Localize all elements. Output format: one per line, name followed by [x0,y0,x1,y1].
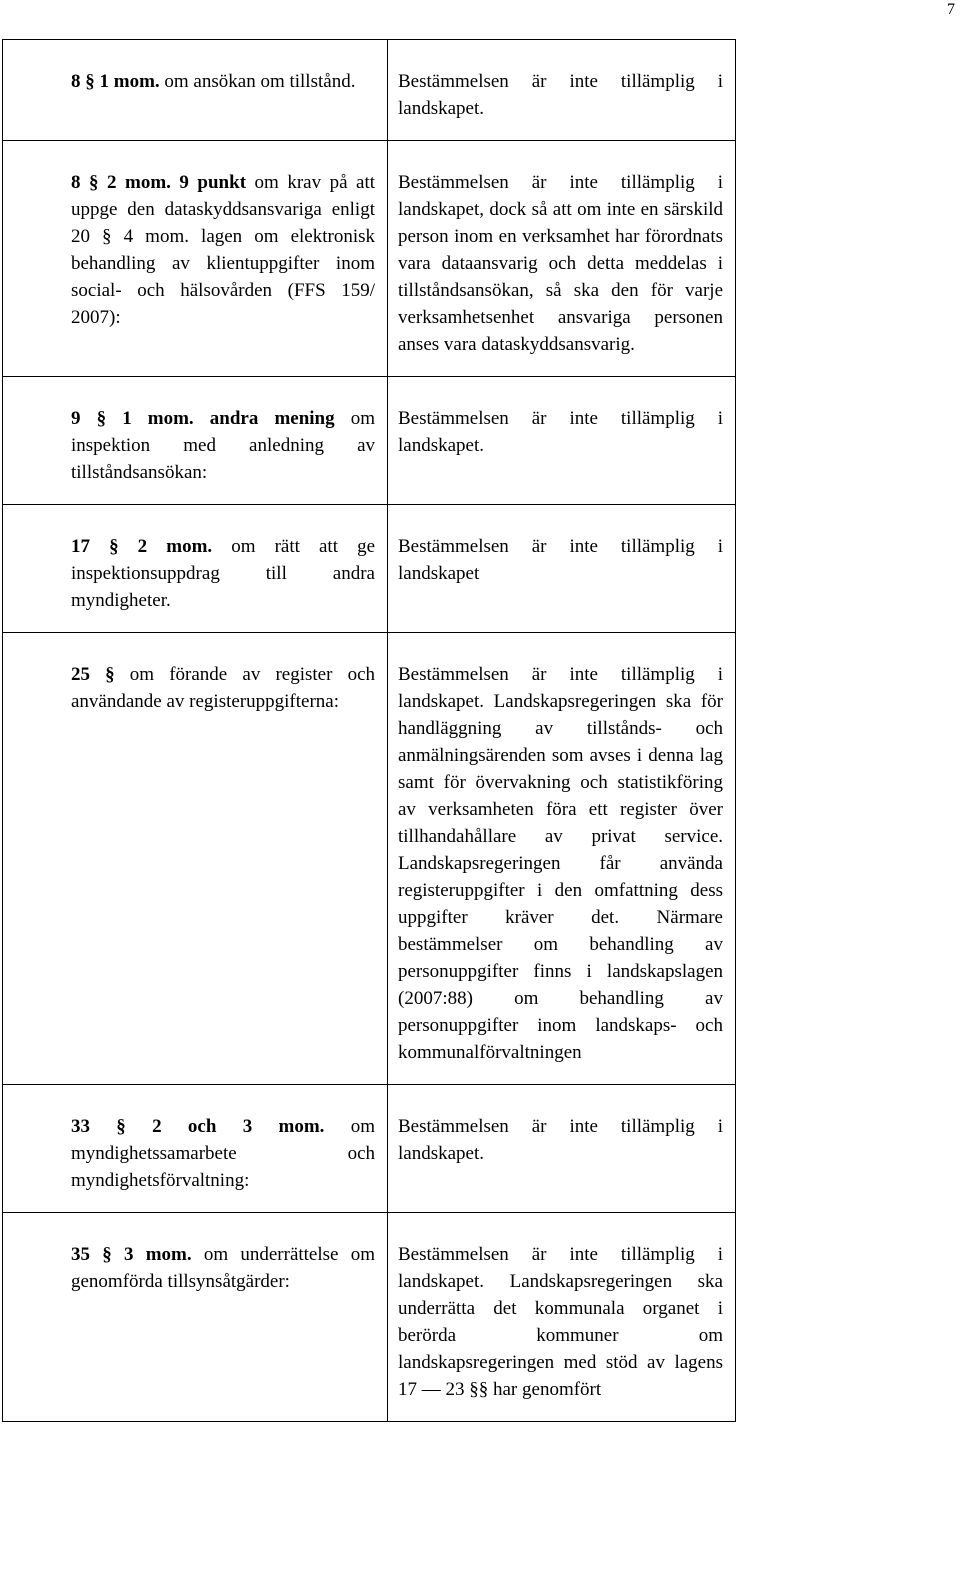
row-number [13,1113,71,1140]
row-number [13,661,71,688]
table-row [3,141,736,377]
page-number: 7 [947,1,955,18]
provision-reference-cell [3,1213,388,1422]
table-row [3,1085,736,1213]
provision-section: 25 § [71,664,115,685]
table-row [3,377,736,505]
provision-reference-cell [3,633,388,1085]
provision-description: om ansökan om tillstånd. [159,71,356,92]
provision-description: om rätt att ge inspektionsuppdrag till andra myndigheter. [71,536,375,611]
provision-section: 17 § 2 mom. [71,536,213,557]
table-row [3,40,736,141]
row-number [13,533,71,560]
provision-description: om krav på att uppge den dataskyddsansvariga enligt 20 § 4 mom. lagen om elektronisk behandling av klientuppgifter inom social- och hälsovården (FFS 159/ 2007): [71,172,376,328]
provision-comment: Bestämmelsen är inte tillämplig i landskapet. [398,408,723,456]
provision-comment-cell [388,141,736,377]
provisions-table [2,39,736,1422]
table-row [3,1213,736,1422]
provision-description: om förande av register och användande av registeruppgifterna: [71,664,376,712]
provision-reference-cell [3,40,388,141]
table-row [3,505,736,633]
provision-section: 8 § 2 mom. 9 punkt [71,172,247,193]
provision-comment-cell [388,377,736,505]
row-number [13,405,71,432]
provision-comment: Bestämmelsen är inte tillämplig i landskapet. Landskapsregeringen ska för handläggning av tillstånds- och anmälningsärenden som avses i denna lag samt för övervakning och statistikföring av verksamheten föra ett register över tillhandahållare av privat service. Landskapsregeringen får använda registeruppgifter i den omfattning dess uppgifter kräver det. Närmare bestämmelser om behandling av personuppgifter finns i landskapslagen (2007:88) om behandling av personuppgifter inom landskaps- och kommunalförvaltningen [398,664,723,1063]
row-number [13,68,71,95]
provision-comment-cell [388,505,736,633]
table-row [3,633,736,1085]
provision-comment: Bestämmelsen är inte tillämplig i landskapet. [398,71,723,119]
provision-section: 35 § 3 mom. [71,1244,192,1265]
provision-comment: Bestämmelsen är inte tillämplig i landskapet. [398,1116,723,1164]
provision-section: 8 § 1 mom. [71,71,160,92]
provision-reference-cell [3,141,388,377]
provision-comment-cell [388,633,736,1085]
provision-section: 33 § 2 och 3 mom. [71,1116,325,1137]
provision-section: 9 § 1 mom. andra mening [71,408,335,429]
provision-comment: Bestämmelsen är inte tillämplig i landskapet. Landskapsregeringen ska underrätta det kommunala organet i berörda kommuner om landskapsregeringen med stöd av lagens 17 — 23 §§ har genomfört [398,1244,723,1400]
provision-description: om inspektion med anledning av tillståndsansökan: [71,408,375,483]
row-number [13,169,71,196]
provision-comment-cell [388,1213,736,1422]
row-number [13,1241,71,1268]
provision-comment: Bestämmelsen är inte tillämplig i landskapet, dock så att om inte en särskild person inom en verksamhet har förordnats vara dataansvarig och detta meddelas i tillståndsansökan, så ska den för varje verksamhetsenhet ansvariga personen anses vara dataskyddsansvarig. [398,172,723,355]
provision-comment-cell [388,1085,736,1213]
provision-comment: Bestämmelsen är inte tillämplig i landskapet [398,536,723,584]
provision-reference-cell [3,1085,388,1213]
provision-reference-cell [3,377,388,505]
provision-reference-cell [3,505,388,633]
provision-description: om underrättelse om genomförda tillsynsåtgärder: [71,1244,375,1292]
provision-comment-cell [388,40,736,141]
provision-description: om myndighetssamarbete och myndighetsförvaltning: [71,1116,376,1191]
